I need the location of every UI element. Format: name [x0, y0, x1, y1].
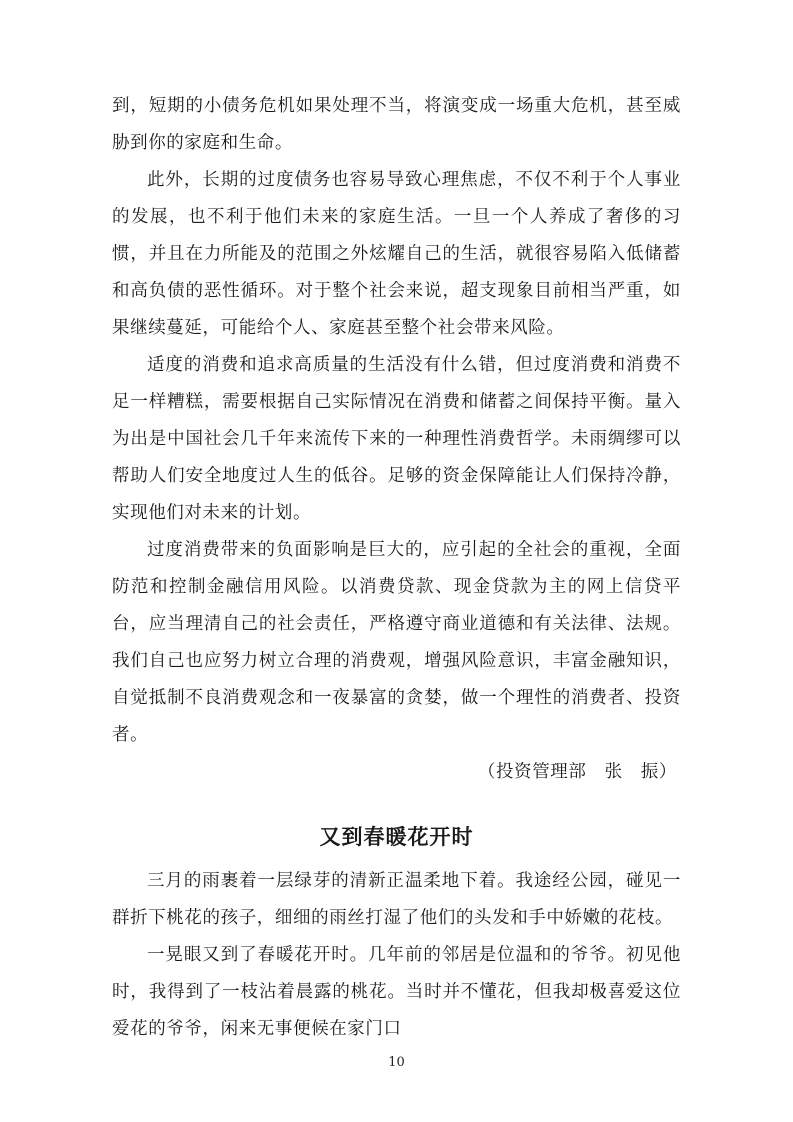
paragraph: 一晃眼又到了春暖花开时。几年前的邻居是位温和的爷爷。初见他时，我得到了一枝沾着晨露的桃花。当时并不懂花，但我却极喜爱这位爱花的爷爷，闲来无事便候在家门口 [112, 945, 681, 1039]
article-body-first [112, 88, 681, 791]
paragraph: 到，短期的小债务危机如果处理不当，将演变成一场重大危机，甚至威胁到你的家庭和生命。 [112, 96, 681, 153]
paragraph: 三月的雨裹着一层绿芽的清新正温柔地下着。我途经公园，碰见一群折下桃花的孩子，细细的雨丝打湿了他们的头发和手中娇嫩的花枝。 [112, 871, 681, 928]
paragraph: 过度消费带来的负面影响是巨大的，应引起的全社会的重视，全面防范和控制金融信用风险。以消费贷款、现金贷款为主的网上信贷平台，应当理清自己的社会责任，严格遵守商业道德和有关法律、法规。我们自己也应努力树立合理的消费观，增强风险意识，丰富金融知识，自觉抵制不良消费观念和一夜暴富的贪婪，做一个理性的消费者、投资者。 [112, 540, 681, 745]
article-signature: （投资管理部 张 振） [477, 762, 677, 782]
paragraph: 此外，长期的过度债务也容易导致心理焦虑，不仅不利于个人事业的发展，也不利于他们未来的家庭生活。一旦一个人养成了奢侈的习惯，并且在力所能及的范围之外炫耀自己的生活，就很容易陷入低储蓄和高负债的恶性循环。对于整个社会来说，超支现象目前相当严重，如果继续蔓延，可能给个人、家庭甚至整个社会带来风险。 [112, 170, 681, 338]
paragraph: 适度的消费和追求高质量的生活没有什么错，但过度消费和消费不足一样糟糕，需要根据自己实际情况在消费和储蓄之间保持平衡。量入为出是中国社会几千年来流传下来的一种理性消费哲学。未雨绸缪可以帮助人们安全地度过人生的低谷。足够的资金保障能让人们保持冷静，实现他们对未来的计划。 [112, 355, 681, 523]
article-title: 又到春暖花开时 [319, 825, 474, 849]
article-body-second [112, 863, 681, 1048]
page-number: 10 [388, 1055, 405, 1070]
